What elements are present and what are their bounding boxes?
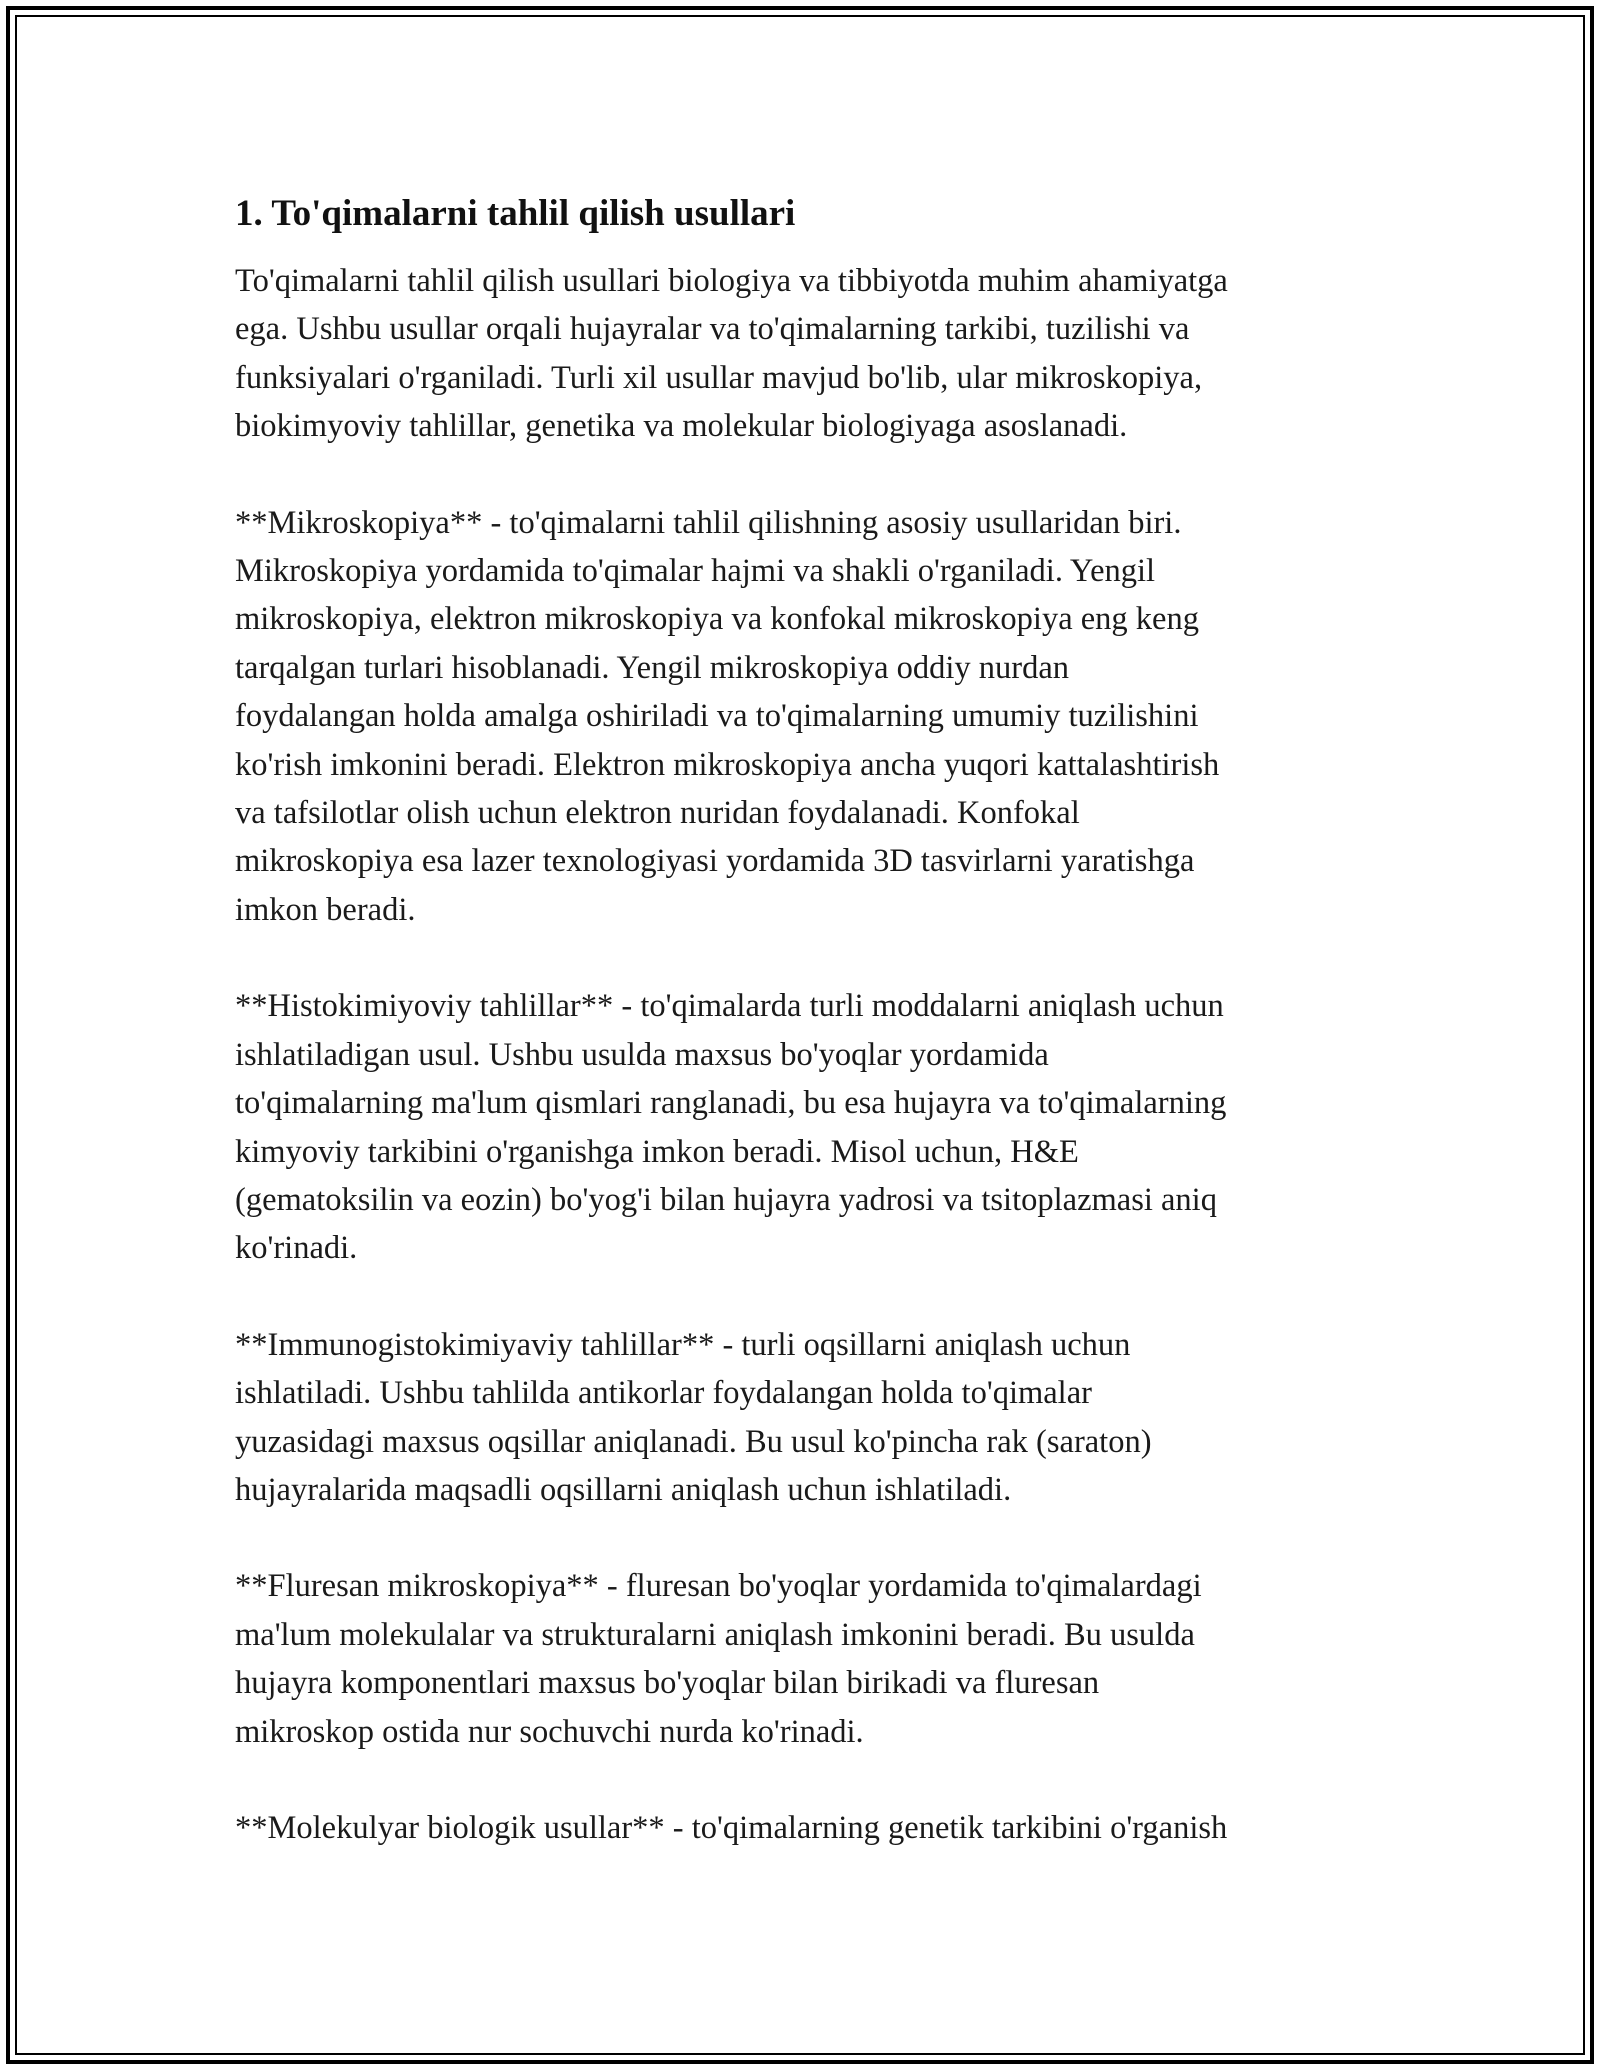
text-line: hujayra komponentlari maxsus bo'yoqlar bilan birikadi va fluresan [235,1665,1100,1702]
paragraph [235,257,1365,451]
text-line: hujayralarida maqsadli oqsillarni aniqlash uchun ishlatiladi. [235,1471,1012,1508]
text-line: mikroskopiya esa lazer texnologiyasi yordamida 3D tasvirlarni yaratishga [235,843,1195,880]
text-line: **Fluresan mikroskopiya** - fluresan bo'yoqlar yordamida to'qimalardagi [235,1568,1202,1605]
text-line: To'qimalarni tahlil qilish usullari biologiya va tibbiyotda muhim ahamiyatga [235,263,1228,299]
text-line: ko'rish imkonini beradi. Elektron mikroskopiya ancha yuqori kattalashtirish [235,746,1220,783]
paragraph [235,982,1365,1272]
text-line: kimyoviy tarkibini o'rganishga imkon beradi. Misol uchun, H&E [235,1133,1079,1170]
text-line: imkon beradi. [235,891,416,928]
section-heading: 1. To'qimalarni tahlil qilish usullari [235,193,796,234]
text-line: mikroskop ostida nur sochuvchi nurda ko'rinadi. [235,1713,864,1750]
paragraph [235,1804,1365,1852]
text-line: to'qimalarning ma'lum qismlari ranglanadi, bu esa hujayra va to'qimalarning [235,1085,1227,1122]
text-line: biokimyoviy tahlillar, genetika va molekular biologiyaga asoslanadi. [235,408,1128,445]
paragraph [235,1321,1365,1515]
document-body [235,188,1365,1852]
paragraph [235,1562,1365,1756]
text-line: tarqalgan turlari hisoblanadi. Yengil mikroskopiya oddiy nurdan [235,649,1070,686]
text-line: funksiyalari o'rganiladi. Turli xil usullar mavjud bo'lib, ular mikroskopiya, [235,359,1203,396]
text-line: ko'rinadi. [235,1230,358,1267]
text-line: ma'lum molekulalar va strukturalarni aniqlash imkonini beradi. Bu usulda [235,1616,1195,1653]
text-line: mikroskopiya, elektron mikroskopiya va konfokal mikroskopiya eng keng [235,601,1199,638]
text-line: **Mikroskopiya** - to'qimalarni tahlil qilishning asosiy usullaridan biri. [235,504,1182,541]
text-line: ishlatiladigan usul. Ushbu usulda maxsus bo'yoqlar yordamida [235,1036,1049,1073]
text-line: ishlatiladi. Ushbu tahlilda antikorlar foydalangan holda to'qimalar [235,1375,1092,1412]
text-line: yuzasidagi maxsus oqsillar aniqlanadi. Bu usul ko'pincha rak (saraton) [235,1423,1152,1460]
paragraph [235,499,1365,935]
text-line: Mikroskopiya yordamida to'qimalar hajmi va shakli o'rganiladi. Yengil [235,553,1156,590]
text-line: **Immunogistokimiyaviy tahlillar** - turli oqsillarni aniqlash uchun [235,1326,1131,1363]
text-line: va tafsilotlar olish uchun elektron nuridan foydalanadi. Konfokal [235,795,1080,832]
text-line: foydalangan holda amalga oshiriladi va to'qimalarning umumiy tuzilishini [235,698,1199,735]
text-line: ega. Ushbu usullar orqali hujayralar va to'qimalarning tarkibi, tuzilishi va [235,311,1190,348]
paragraph-list [235,257,1365,1852]
text-line: **Histokimiyoviy tahlillar** - to'qimalarda turli moddalarni aniqlash uchun [235,988,1224,1025]
text-line: **Molekulyar biologik usullar** - to'qimalarning genetik tarkibini o'rganish [235,1809,1228,1846]
text-line: (gematoksilin va eozin) bo'yog'i bilan hujayra yadrosi va tsitoplazmasi aniq [235,1181,1217,1218]
